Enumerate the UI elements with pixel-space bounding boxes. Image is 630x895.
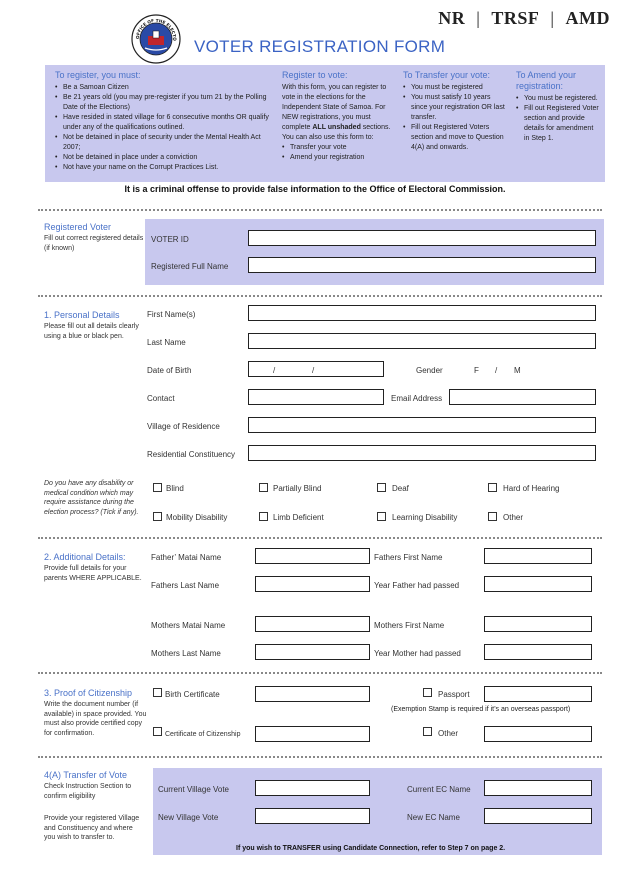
email-input[interactable] xyxy=(449,389,596,405)
new-village-label: New Village Vote xyxy=(158,813,219,822)
checkbox-label: Hard of Hearing xyxy=(503,484,560,493)
personal-details-desc: Please fill out all details clearly using a blue or black pen. xyxy=(44,323,139,340)
other-document-label: Other xyxy=(438,729,459,738)
village-label: Village of Residence xyxy=(147,422,220,431)
personal-details-title: 1. Personal Details xyxy=(44,310,120,320)
list-item: • Fill out Registered Voters section and move to Question 4(A) and onwards. xyxy=(403,123,506,153)
checkbox-label: Learning Disability xyxy=(392,513,458,522)
form-title: VOTER REGISTRATION FORM xyxy=(194,37,446,56)
instructions-panel xyxy=(45,65,605,182)
birth-certificate-number-input[interactable] xyxy=(255,686,370,702)
list-item: • You must satisfy 10 years since your registration OR last transfer. xyxy=(403,93,506,123)
list-item: • Amend your registration xyxy=(282,153,394,163)
father-last-label: Fathers Last Name xyxy=(151,581,220,590)
current-ec-label: Current EC Name xyxy=(407,785,471,794)
checkbox-deaf[interactable] xyxy=(377,483,386,492)
form-type-codes xyxy=(438,8,610,29)
checkbox-mobility-disability[interactable] xyxy=(153,512,162,521)
section-divider xyxy=(38,756,602,758)
list-item: • Transfer your vote xyxy=(282,143,394,153)
register-to-vote-text: With this form, you can register to vote in the elections for the Independent State of Samoa. For NEW registrations, you must complete xyxy=(282,84,387,131)
voter-id-label: VOTER ID xyxy=(151,235,189,244)
father-last-input[interactable] xyxy=(255,576,370,592)
new-ec-input[interactable] xyxy=(484,808,592,824)
transfer-note: If you wish to TRANSFER using Candidate Connection, refer to Step 7 on page 2. xyxy=(236,845,506,852)
code-separator: | xyxy=(476,8,481,28)
constituency-label: Residential Constituency xyxy=(147,450,236,459)
gender-separator: / xyxy=(495,366,498,375)
current-ec-input[interactable] xyxy=(484,780,592,796)
checkbox-passport[interactable] xyxy=(423,688,432,697)
amend-info-title: To Amend your registration: xyxy=(516,70,577,91)
dob-separator: / xyxy=(273,366,276,375)
current-village-label: Current Village Vote xyxy=(158,785,230,794)
passport-number-input[interactable] xyxy=(484,686,592,702)
mother-matai-label: Mothers Matai Name xyxy=(151,621,226,630)
citizenship-title: 3. Proof of Citizenship xyxy=(44,688,133,698)
mother-passed-input[interactable] xyxy=(484,644,592,660)
checkbox-certificate-of-citizenship[interactable] xyxy=(153,727,162,736)
checkbox-blind[interactable] xyxy=(153,483,162,492)
last-name-label: Last Name xyxy=(147,338,186,347)
father-first-label: Fathers First Name xyxy=(374,553,443,562)
dob-input[interactable] xyxy=(248,361,384,377)
gender-option-m[interactable]: M xyxy=(514,366,521,375)
passport-label: Passport xyxy=(438,690,470,699)
transfer-vote-instructions: Provide your registered Village and Constituency and where you wish to transfer to. xyxy=(44,815,140,841)
other-document-number-input[interactable] xyxy=(484,726,592,742)
father-first-input[interactable] xyxy=(484,548,592,564)
amend-info xyxy=(516,70,600,144)
svg-text:OFFICE OF THE ELECTORAL COMMIS: OFFICE OF THE ELECTO xyxy=(134,17,178,41)
code-amd: AMD xyxy=(565,8,610,28)
list-item: • You must be registered. xyxy=(516,94,600,104)
registered-voter-desc: Fill out correct registered details (if known) xyxy=(44,235,144,252)
transfer-info-title: To Transfer your vote: xyxy=(403,70,491,80)
registered-voter-title: Registered Voter xyxy=(44,222,112,232)
exemption-note: (Exemption Stamp is required if it’s an overseas passport) xyxy=(391,706,571,713)
register-to-vote-info xyxy=(282,70,394,163)
register-to-vote-text-cont: sections. You can also use this form to: xyxy=(282,124,391,141)
village-input[interactable] xyxy=(248,417,596,433)
mother-last-input[interactable] xyxy=(255,644,370,660)
list-item: • You must be registered xyxy=(403,83,506,93)
first-name-label: First Name(s) xyxy=(147,310,196,319)
register-to-vote-title: Register to vote: xyxy=(282,70,348,80)
registered-full-name-input[interactable] xyxy=(248,257,596,273)
citizenship-certificate-number-input[interactable] xyxy=(255,726,370,742)
electoral-commission-logo xyxy=(131,14,181,64)
voter-id-input[interactable] xyxy=(248,230,596,246)
citizenship-desc: Write the document number (if available) in space provided. You must also provide certified copy for confirmation. xyxy=(44,701,147,737)
disability-question: Do you have any disability or medical condition which may require assistance during the election process? (Tick if any). xyxy=(44,480,139,516)
section-divider xyxy=(38,537,602,539)
transfer-vote-desc: Check Instruction Section to confirm eligibility xyxy=(44,783,132,800)
list-item: • Not be detained in place of security under the Mental Health Act 2007; xyxy=(55,133,275,153)
register-requirements-title: To register, you must: xyxy=(55,70,141,80)
current-village-input[interactable] xyxy=(255,780,370,796)
first-name-input[interactable] xyxy=(248,305,596,321)
list-item: • Fill out Registered Voter section and provide details for amendment in Step 1. xyxy=(516,104,600,144)
checkbox-label: Blind xyxy=(166,484,184,493)
register-requirements xyxy=(55,70,275,173)
gender-label: Gender xyxy=(416,366,443,375)
checkbox-label: Other xyxy=(503,513,524,522)
registered-full-name-label: Registered Full Name xyxy=(151,262,229,271)
contact-input[interactable] xyxy=(248,389,384,405)
certificate-of-citizenship-label: Certificate of Citizenship xyxy=(165,731,241,738)
code-nr: NR xyxy=(438,8,466,28)
code-separator: | xyxy=(550,8,555,28)
checkbox-label: Deaf xyxy=(392,484,409,493)
father-passed-label: Year Father had passed xyxy=(374,581,460,590)
father-matai-input[interactable] xyxy=(255,548,370,564)
checkbox-label: Mobility Disability xyxy=(166,513,228,522)
mother-matai-input[interactable] xyxy=(255,616,370,632)
email-label: Email Address xyxy=(391,394,443,403)
gender-option-f[interactable]: F xyxy=(474,366,479,375)
dob-separator: / xyxy=(312,366,315,375)
list-item: • Not have your name on the Corrupt Practices List. xyxy=(55,163,275,173)
checkbox-learning-disability[interactable] xyxy=(377,512,386,521)
new-village-input[interactable] xyxy=(255,808,370,824)
checkbox-birth-certificate[interactable] xyxy=(153,688,162,697)
list-item: • Be a Samoan Citizen xyxy=(55,83,275,93)
checkbox-hard-of-hearing[interactable] xyxy=(488,483,497,492)
new-ec-label: New EC Name xyxy=(407,813,460,822)
transfer-info xyxy=(403,70,506,153)
list-item: • Not be detained in place under a conviction xyxy=(55,153,275,163)
section-divider xyxy=(38,295,602,297)
list-item: • Be 21 years old (you may pre-register if you turn 21 by the Polling Date of the Elections) xyxy=(55,93,275,113)
code-trsf: TRSF xyxy=(491,8,540,28)
registered-voter-shaded-block xyxy=(145,219,604,285)
dob-label: Date of Birth xyxy=(147,366,192,375)
list-item: • Have resided in stated village for 6 consecutive months OR qualify under any of the qualifications outlined. xyxy=(55,113,275,133)
checkbox-other-document[interactable] xyxy=(423,727,432,736)
checkbox-partially-blind[interactable] xyxy=(259,483,268,492)
mother-first-input[interactable] xyxy=(484,616,592,632)
checkbox-limb-deficient[interactable] xyxy=(259,512,268,521)
legal-warning: It is a criminal offense to provide false information to the Office of Electoral Commission. xyxy=(124,184,506,194)
checkbox-label: Limb Deficient xyxy=(273,513,324,522)
father-matai-label: Father’ Matai Name xyxy=(151,553,222,562)
mother-first-label: Mothers First Name xyxy=(374,621,445,630)
mother-passed-label: Year Mother had passed xyxy=(374,649,461,658)
additional-details-title: 2. Additional Details: xyxy=(44,552,126,562)
section-divider xyxy=(38,672,602,674)
checkbox-label: Partially Blind xyxy=(273,484,322,493)
contact-label: Contact xyxy=(147,394,175,403)
register-to-vote-emphasis: ALL unshaded xyxy=(312,124,361,131)
transfer-vote-title: 4(A) Transfer of Vote xyxy=(44,770,128,780)
checkbox-other-disability[interactable] xyxy=(488,512,497,521)
last-name-input[interactable] xyxy=(248,333,596,349)
additional-details-desc: Provide full details for your parents WHERE APPLICABLE. xyxy=(44,565,142,582)
father-passed-input[interactable] xyxy=(484,576,592,592)
birth-certificate-label: Birth Certificate xyxy=(165,690,220,699)
section-divider xyxy=(38,209,602,211)
constituency-input[interactable] xyxy=(248,445,596,461)
mother-last-label: Mothers Last Name xyxy=(151,649,221,658)
